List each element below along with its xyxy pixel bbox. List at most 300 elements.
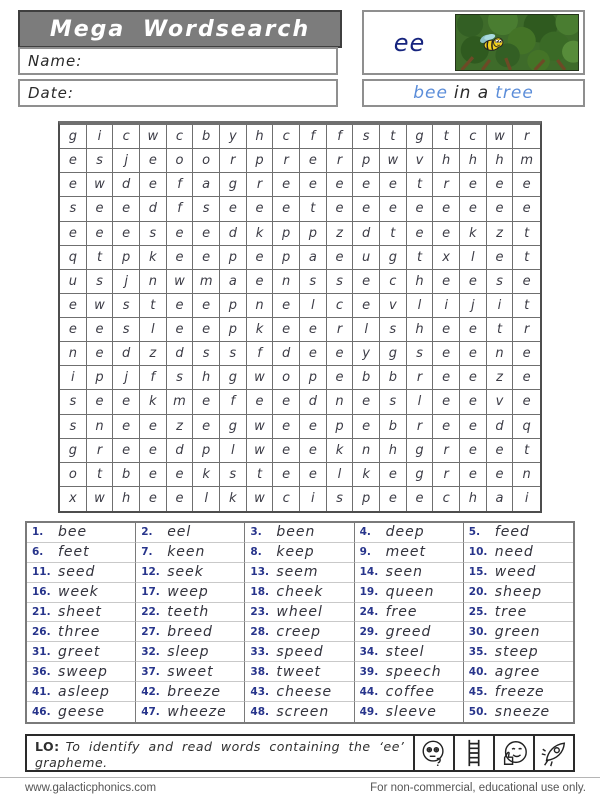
word-text: geese bbox=[58, 704, 106, 721]
word-list-item bbox=[136, 523, 245, 543]
grid-cell: e bbox=[273, 173, 300, 197]
confused-face-icon bbox=[413, 736, 453, 770]
word-number: 30. bbox=[468, 625, 488, 638]
word-text: eel bbox=[167, 524, 192, 541]
word-list-item bbox=[27, 702, 136, 722]
grid-cell: s bbox=[220, 463, 247, 487]
word-list-item bbox=[245, 622, 354, 642]
grid-cell: r bbox=[433, 463, 460, 487]
grid-cell: f bbox=[167, 197, 194, 221]
grid-cell: e bbox=[273, 439, 300, 463]
bee-in-tree-image bbox=[455, 14, 579, 71]
grid-cell: k bbox=[140, 246, 167, 270]
grid-cell: e bbox=[113, 415, 140, 439]
rocket-icon bbox=[533, 736, 573, 770]
grid-cell: g bbox=[407, 439, 434, 463]
grid-cell: l bbox=[220, 439, 247, 463]
grid-cell: e bbox=[327, 197, 354, 221]
grid-cell: e bbox=[140, 439, 167, 463]
grid-cell: v bbox=[407, 149, 434, 173]
grid-cell: q bbox=[60, 246, 87, 270]
grid-cell: e bbox=[380, 197, 407, 221]
grid-cell: e bbox=[60, 318, 87, 342]
grid-cell: e bbox=[300, 439, 327, 463]
word-list-item bbox=[245, 642, 354, 662]
grid-cell: s bbox=[487, 270, 514, 294]
word-number: 24. bbox=[359, 606, 379, 619]
grid-cell: s bbox=[193, 342, 220, 366]
grid-cell: c bbox=[167, 125, 194, 149]
word-text: three bbox=[58, 623, 101, 640]
grid-cell: b bbox=[353, 366, 380, 390]
word-list-item bbox=[464, 622, 573, 642]
grid-cell: h bbox=[407, 318, 434, 342]
grid-cell: g bbox=[220, 366, 247, 390]
grid-cell: r bbox=[513, 125, 540, 149]
word-list-item bbox=[464, 543, 573, 563]
word-list-item bbox=[136, 662, 245, 682]
grid-cell: p bbox=[327, 415, 354, 439]
word-number: 10. bbox=[468, 546, 488, 559]
grid-cell: j bbox=[113, 149, 140, 173]
grid-cell: e bbox=[140, 487, 167, 511]
grid-cell: e bbox=[433, 366, 460, 390]
caption-word-bee: bee bbox=[413, 83, 448, 103]
word-number: 48. bbox=[250, 706, 269, 719]
grid-cell: m bbox=[193, 270, 220, 294]
word-number: 50. bbox=[468, 706, 488, 719]
grid-cell: l bbox=[193, 487, 220, 511]
word-text: breed bbox=[167, 623, 213, 640]
ladder-icon bbox=[453, 736, 493, 770]
grid-cell: e bbox=[327, 173, 354, 197]
grid-cell: d bbox=[353, 222, 380, 246]
grid-cell: p bbox=[353, 149, 380, 173]
word-list-item bbox=[27, 523, 136, 543]
grid-cell: p bbox=[220, 318, 247, 342]
grid-cell: e bbox=[353, 415, 380, 439]
grid-cell: d bbox=[487, 415, 514, 439]
grid-cell: h bbox=[113, 487, 140, 511]
word-list-item bbox=[245, 523, 354, 543]
grid-cell: d bbox=[220, 222, 247, 246]
word-list-item bbox=[27, 662, 136, 682]
grid-cell: e bbox=[513, 197, 540, 221]
grid-cell: b bbox=[193, 125, 220, 149]
grid-cell: x bbox=[60, 487, 87, 511]
word-text: week bbox=[58, 584, 99, 601]
grid-cell: e bbox=[353, 270, 380, 294]
grid-cell: g bbox=[380, 342, 407, 366]
word-text: tree bbox=[494, 604, 528, 621]
grid-cell: g bbox=[220, 173, 247, 197]
grid-cell: t bbox=[87, 463, 114, 487]
word-list-item bbox=[464, 563, 573, 583]
word-list-item bbox=[464, 682, 573, 702]
grid-cell: t bbox=[513, 222, 540, 246]
grid-cell: l bbox=[140, 318, 167, 342]
word-text: weep bbox=[167, 584, 209, 601]
grid-cell: o bbox=[273, 366, 300, 390]
word-list-item bbox=[136, 583, 245, 603]
grid-cell: e bbox=[140, 415, 167, 439]
word-list-item bbox=[27, 603, 136, 623]
grid-cell: r bbox=[513, 318, 540, 342]
grid-cell: r bbox=[327, 318, 354, 342]
grid-cell: v bbox=[380, 294, 407, 318]
word-list-item bbox=[355, 563, 464, 583]
grid-cell: h bbox=[487, 149, 514, 173]
grid-cell: h bbox=[407, 270, 434, 294]
word-number: 42. bbox=[141, 685, 160, 698]
grid-cell: c bbox=[433, 487, 460, 511]
grid-cell: e bbox=[407, 197, 434, 221]
grid-cell: e bbox=[247, 197, 274, 221]
grid-cell: t bbox=[300, 197, 327, 221]
word-text: agree bbox=[494, 663, 541, 680]
word-list-item bbox=[136, 543, 245, 563]
grid-cell: e bbox=[513, 173, 540, 197]
grid-cell: u bbox=[353, 246, 380, 270]
grid-cell: e bbox=[193, 294, 220, 318]
grid-cell: l bbox=[300, 294, 327, 318]
grid-cell: g bbox=[407, 463, 434, 487]
word-list-item bbox=[355, 642, 464, 662]
grid-cell: r bbox=[433, 439, 460, 463]
word-list-item bbox=[245, 603, 354, 623]
word-number: 14. bbox=[359, 566, 379, 579]
grid-cell: v bbox=[487, 390, 514, 414]
word-list-item bbox=[245, 682, 354, 702]
grid-cell: d bbox=[113, 173, 140, 197]
grid-cell: s bbox=[60, 390, 87, 414]
grid-cell: w bbox=[247, 366, 274, 390]
grid-cell: t bbox=[380, 125, 407, 149]
word-number: 27. bbox=[141, 625, 160, 638]
word-number: 29. bbox=[359, 625, 379, 638]
word-number: 3. bbox=[250, 526, 262, 539]
word-number: 22. bbox=[141, 606, 160, 619]
word-number: 26. bbox=[32, 625, 51, 638]
grid-cell: c bbox=[380, 270, 407, 294]
word-text: steel bbox=[385, 643, 425, 660]
word-text: asleep bbox=[58, 683, 110, 700]
grid-cell: e bbox=[167, 318, 194, 342]
grid-cell: w bbox=[247, 415, 274, 439]
word-text: wheeze bbox=[167, 704, 227, 721]
grid-cell: e bbox=[460, 390, 487, 414]
grid-cell: r bbox=[407, 366, 434, 390]
grid-cell: s bbox=[327, 270, 354, 294]
grid-cell: t bbox=[140, 294, 167, 318]
grid-cell: r bbox=[327, 149, 354, 173]
grid-cell: h bbox=[380, 439, 407, 463]
grid-cell: m bbox=[513, 149, 540, 173]
grid-cell: c bbox=[113, 125, 140, 149]
word-number: 12. bbox=[141, 566, 160, 579]
word-number: 38. bbox=[250, 665, 269, 678]
grid-cell: s bbox=[300, 270, 327, 294]
word-list-item bbox=[464, 642, 573, 662]
grid-cell: p bbox=[247, 149, 274, 173]
grid-cell: t bbox=[433, 125, 460, 149]
grid-cell: e bbox=[247, 270, 274, 294]
grid-cell: e bbox=[113, 390, 140, 414]
word-number: 5. bbox=[468, 526, 481, 539]
word-list-item bbox=[355, 662, 464, 682]
grid-cell: z bbox=[140, 342, 167, 366]
grid-cell: n bbox=[87, 415, 114, 439]
grid-cell: p bbox=[273, 246, 300, 270]
grid-cell: s bbox=[167, 366, 194, 390]
grid-cell: t bbox=[380, 222, 407, 246]
grid-cell: n bbox=[487, 342, 514, 366]
grid-cell: x bbox=[433, 246, 460, 270]
grid-cell: y bbox=[220, 125, 247, 149]
word-text: cheese bbox=[276, 683, 333, 700]
word-list-item bbox=[355, 583, 464, 603]
grid-cell: e bbox=[353, 390, 380, 414]
grid-cell: r bbox=[220, 149, 247, 173]
grid-cell: f bbox=[327, 125, 354, 149]
word-number: 45. bbox=[468, 685, 488, 698]
grid-cell: s bbox=[140, 222, 167, 246]
grid-cell: s bbox=[60, 415, 87, 439]
grid-cell: e bbox=[87, 318, 114, 342]
name-label: Name: bbox=[28, 52, 83, 70]
grid-cell: z bbox=[167, 415, 194, 439]
word-text: been bbox=[276, 524, 316, 541]
word-number: 9. bbox=[359, 546, 371, 559]
word-number: 43. bbox=[250, 685, 269, 698]
footer-divider bbox=[0, 777, 600, 778]
word-text: seen bbox=[385, 564, 423, 581]
grid-cell: e bbox=[167, 487, 194, 511]
grid-cell: k bbox=[353, 463, 380, 487]
grid-cell: h bbox=[460, 149, 487, 173]
grid-cell: i bbox=[433, 294, 460, 318]
word-number: 21. bbox=[32, 606, 51, 619]
grid-cell: e bbox=[167, 222, 194, 246]
grid-cell: e bbox=[460, 318, 487, 342]
grid-cell: e bbox=[87, 222, 114, 246]
word-list-item bbox=[27, 642, 136, 662]
word-text: queen bbox=[385, 584, 435, 601]
word-text: freeze bbox=[494, 683, 545, 700]
grid-cell: g bbox=[220, 415, 247, 439]
word-number: 7. bbox=[141, 546, 153, 559]
word-text: greed bbox=[385, 623, 432, 640]
grid-cell: a bbox=[487, 487, 514, 511]
grid-cell: e bbox=[140, 149, 167, 173]
grid-cell: e bbox=[380, 173, 407, 197]
grid-cell: a bbox=[193, 173, 220, 197]
word-number: 47. bbox=[141, 706, 160, 719]
grid-cell: n bbox=[353, 439, 380, 463]
footer-license: For non-commercial, educational use only. bbox=[370, 782, 586, 794]
word-text: sneeze bbox=[494, 704, 551, 721]
learning-objective-bar bbox=[25, 734, 575, 772]
grid-cell: i bbox=[524, 491, 529, 507]
word-list-item bbox=[27, 622, 136, 642]
word-text: speech bbox=[385, 663, 442, 680]
word-number: 2. bbox=[141, 526, 153, 539]
grid-cell: e bbox=[300, 173, 327, 197]
caption-box bbox=[362, 79, 585, 107]
grid-cell: e bbox=[487, 246, 514, 270]
word-text: green bbox=[494, 623, 541, 640]
grid-cell: l bbox=[353, 318, 380, 342]
word-list-item bbox=[464, 603, 573, 623]
word-text: speed bbox=[276, 643, 324, 660]
grid-cell: e bbox=[433, 390, 460, 414]
grid-cell: l bbox=[407, 390, 434, 414]
grid-cell: n bbox=[273, 270, 300, 294]
word-number: 34. bbox=[359, 645, 379, 658]
grid-cell: t bbox=[407, 246, 434, 270]
grid-cell: e bbox=[433, 342, 460, 366]
word-number: 31. bbox=[32, 645, 51, 658]
grid-cell: l bbox=[327, 463, 354, 487]
grid-cell: b bbox=[380, 366, 407, 390]
grid-cell: a bbox=[220, 270, 247, 294]
word-list-item bbox=[245, 543, 354, 563]
grid-cell: e bbox=[113, 439, 140, 463]
grid-cell: e bbox=[140, 463, 167, 487]
grid-cell: e bbox=[193, 246, 220, 270]
grid-cell: t bbox=[407, 173, 434, 197]
word-text: breeze bbox=[167, 683, 222, 700]
word-number: 19. bbox=[359, 586, 379, 599]
word-list-item bbox=[245, 662, 354, 682]
lo-label: LO: bbox=[35, 739, 60, 754]
grid-cell: s bbox=[407, 342, 434, 366]
grid-cell: g bbox=[60, 125, 87, 149]
grid-cell: i bbox=[60, 366, 87, 390]
grid-cell: k bbox=[193, 463, 220, 487]
grid-cell: e bbox=[300, 318, 327, 342]
grid-cell: s bbox=[87, 270, 114, 294]
grid-cell: s bbox=[220, 342, 247, 366]
grid-cell: h bbox=[193, 366, 220, 390]
grid-cell: p bbox=[220, 246, 247, 270]
grid-cell: e bbox=[433, 222, 460, 246]
word-list-item bbox=[464, 583, 573, 603]
grid-cell: f bbox=[300, 125, 327, 149]
grid-cell: e bbox=[433, 197, 460, 221]
grid-cell: q bbox=[513, 415, 540, 439]
lo-icon-group bbox=[413, 736, 573, 770]
grid-cell: g bbox=[60, 439, 87, 463]
grapheme-box bbox=[362, 10, 585, 75]
grid-cell: a bbox=[300, 246, 327, 270]
grid-cell: f bbox=[167, 173, 194, 197]
word-text: weed bbox=[494, 564, 537, 581]
grid-cell: g bbox=[380, 246, 407, 270]
grid-cell: e bbox=[167, 463, 194, 487]
grid-cell: e bbox=[273, 197, 300, 221]
word-list-item bbox=[464, 702, 573, 722]
grid-cell: e bbox=[513, 366, 540, 390]
word-text: sheet bbox=[58, 604, 102, 621]
grid-cell: t bbox=[87, 246, 114, 270]
grid-cell: p bbox=[113, 246, 140, 270]
grid-cell: e bbox=[327, 366, 354, 390]
word-list-item bbox=[245, 583, 354, 603]
word-list-item bbox=[136, 622, 245, 642]
grid-cell: e bbox=[407, 487, 434, 511]
grid-cell: h bbox=[247, 125, 274, 149]
grid-cell: z bbox=[487, 366, 514, 390]
grid-cell: b bbox=[113, 463, 140, 487]
grid-cell: s bbox=[380, 318, 407, 342]
grid-cell: e bbox=[60, 149, 87, 173]
word-number: 20. bbox=[468, 586, 488, 599]
word-number: 33. bbox=[250, 645, 269, 658]
grid-cell: e bbox=[247, 390, 274, 414]
name-field bbox=[18, 47, 338, 75]
grid-cell: w bbox=[487, 125, 514, 149]
word-list-item bbox=[355, 603, 464, 623]
word-text: seem bbox=[276, 564, 319, 581]
grid-cell: y bbox=[353, 342, 380, 366]
grid-cell: e bbox=[460, 415, 487, 439]
word-text: seed bbox=[58, 564, 96, 581]
lo-sentence: To identify and read words containing the ‘ee’ grapheme. bbox=[35, 739, 405, 770]
grid-cell: e bbox=[273, 318, 300, 342]
grid-cell: e bbox=[87, 342, 114, 366]
word-number: 49. bbox=[359, 706, 379, 719]
word-text: sweet bbox=[167, 663, 214, 680]
grid-cell: t bbox=[513, 246, 540, 270]
word-list-item bbox=[355, 523, 464, 543]
grid-cell: r bbox=[247, 173, 274, 197]
grid-cell: e bbox=[300, 149, 327, 173]
word-text: sweep bbox=[58, 663, 108, 680]
word-number: 16. bbox=[32, 586, 51, 599]
word-text: creep bbox=[276, 623, 321, 640]
grid-cell: e bbox=[380, 487, 407, 511]
grid-cell: r bbox=[273, 149, 300, 173]
grid-cell: e bbox=[513, 342, 540, 366]
grid-cell: w bbox=[247, 487, 274, 511]
grid-cell: k bbox=[220, 487, 247, 511]
grid-cell: m bbox=[167, 390, 194, 414]
word-list-item bbox=[27, 543, 136, 563]
word-number: 40. bbox=[468, 665, 488, 678]
grid-cell: c bbox=[273, 125, 300, 149]
word-number: 8. bbox=[250, 546, 262, 559]
word-text: keen bbox=[167, 544, 206, 561]
grid-cell: e bbox=[140, 173, 167, 197]
word-list-item bbox=[355, 682, 464, 702]
grid-cell: e bbox=[433, 318, 460, 342]
grid-cell: d bbox=[273, 342, 300, 366]
grid-cell: e bbox=[460, 439, 487, 463]
word-number: 13. bbox=[250, 566, 269, 579]
grid-cell: k bbox=[140, 390, 167, 414]
grid-cell: c bbox=[273, 487, 300, 511]
grid-cell: e bbox=[273, 415, 300, 439]
grid-cell: e bbox=[60, 173, 87, 197]
grid-cell: e bbox=[60, 222, 87, 246]
word-number: 1. bbox=[32, 526, 44, 539]
grid-cell: e bbox=[380, 463, 407, 487]
word-list-item bbox=[245, 702, 354, 722]
grid-cell: e bbox=[460, 197, 487, 221]
word-number: 17. bbox=[141, 586, 160, 599]
word-list bbox=[25, 521, 575, 724]
